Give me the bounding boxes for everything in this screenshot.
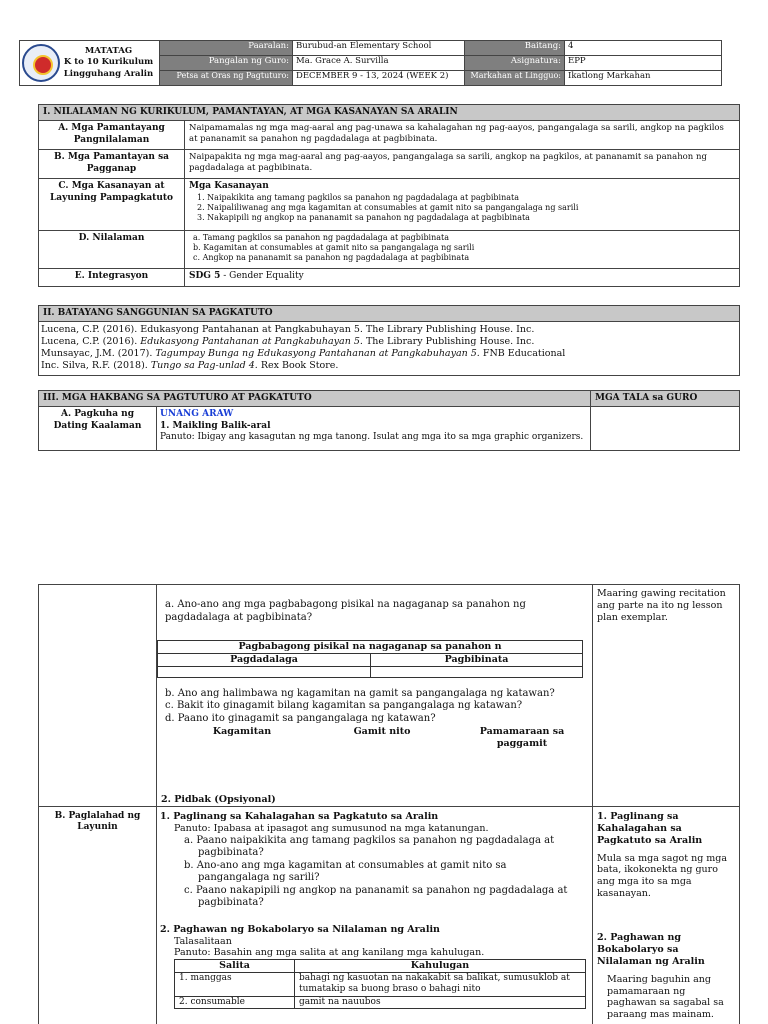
subsection-heading: 1. Paglinang sa Kahalagahan sa Pagkatuto sa Aralin bbox=[160, 810, 439, 822]
subject-label: Asignatura: bbox=[465, 56, 565, 71]
school-label: Paaralan: bbox=[160, 41, 293, 56]
question-b: b. Ano ang halimbawa ng kagamitan na gamit sa pangangalaga ng katawan? bbox=[165, 687, 555, 699]
brand-cell bbox=[20, 41, 160, 86]
row-text: Naipapakita ng mga mag-aaral ang pag-aayos, pangangalaga sa sarili, angkop na pagkilos, at pananamit sa panahon ng pagdadalaga at pagbibinata. bbox=[185, 150, 740, 179]
row-label: D. Nilalaman bbox=[39, 231, 185, 269]
note-heading: 2. Paghawan ng Bokabolaryo sa Nilalaman ng Aralin bbox=[597, 932, 705, 967]
skills-heading: Mga Kasanayan bbox=[189, 181, 269, 192]
feedback-heading: 2. Pidbak (Opsiyonal) bbox=[161, 794, 276, 805]
notes-title: MGA TALA sa GURO bbox=[591, 391, 740, 407]
brand-line: K to 10 Kurikulum bbox=[63, 57, 154, 68]
lesson-header-table bbox=[19, 40, 722, 86]
table-title: Pagbabagong pisikal na nagaganap sa panahon n bbox=[158, 641, 583, 654]
section-references bbox=[38, 305, 740, 376]
row-label: B. Paglalahad ng Layunin bbox=[39, 806, 157, 1024]
question-item: a. Paano naipakikita ang tamang pagkilos sa panahon ng pagdadalaga at pagbibinata? bbox=[184, 834, 555, 859]
teacher-label: Pangalan ng Guro: bbox=[160, 56, 293, 71]
quarter-value: Ikatlong Markahan bbox=[565, 71, 722, 86]
skill-item: 2. Naipaliliwanag ang mga kagamitan at consumables at gamit nito sa pangangalaga ng sarili bbox=[197, 202, 579, 212]
table-row bbox=[175, 996, 586, 1008]
column-label: Pamamaraan sa paggamit bbox=[479, 726, 565, 750]
question-d: d. Paano ito ginagamit sa pangangalaga ng katawan? bbox=[165, 712, 436, 724]
date-label: Petsa at Oras ng Pagtuturo: bbox=[160, 71, 293, 86]
row-label: B. Mga Pamantayan sa Pagganap bbox=[39, 150, 185, 179]
sdg-label: SDG 5 bbox=[189, 271, 221, 282]
teacher-value: Ma. Grace A. Survilla bbox=[293, 56, 465, 71]
grade-label: Baitang: bbox=[465, 41, 565, 56]
subsection-heading: 2. Paghawan ng Bokabolaryo sa Nilalaman ng Aralin bbox=[160, 923, 440, 935]
reference: Inc. Silva, R.F. (2018). Tungo sa Pag-unlad 4. Rex Book Store. bbox=[41, 359, 339, 371]
reference: Munsayac, J.M. (2017). Tagumpay Bunga ng Edukasyong Pantahanan at Pangkabuhayan 5. FNB Educational bbox=[41, 348, 566, 359]
instruction-text: Panuto: Ibigay ang kasagutan ng mga tanong. Isulat ang mga ito sa mga graphic organizers. bbox=[160, 431, 584, 442]
column-label: Gamit nito bbox=[353, 726, 411, 738]
content-item: a. Tamang pagkilos sa panahon ng pagdadalaga at pagbibinata bbox=[193, 233, 450, 243]
note-recitation: Maaring gawing recitation ang parte na ito ng lesson plan exemplar. bbox=[593, 585, 740, 807]
row-label-empty bbox=[39, 585, 157, 807]
skill-item: 3. Nakapipili ng angkop na pananamit sa panahon ng pagdadalaga at pagbibinata bbox=[197, 212, 530, 222]
instruction-text: Panuto: Basahin ang mga salita at ang kanilang mga kahulugan. bbox=[174, 947, 485, 959]
row-label: A. Mga Pamantayang Pangnilalaman bbox=[39, 121, 185, 150]
quarter-label: Markahan at Lingguo: bbox=[465, 71, 565, 86]
procedures-continued bbox=[38, 584, 740, 1024]
note-text: Mula sa mga sagot ng mga bata, ikokonekta ng guro ang mga ito sa mga kasanayan. bbox=[597, 852, 728, 900]
day-label: UNANG ARAW bbox=[160, 409, 234, 420]
reference: Lucena, C.P. (2016). Edukasyong Pantahanan at Pangkabuhayan 5. The Library Publishing House. Inc. bbox=[41, 336, 535, 348]
school-value: Burubud-an Elementary School bbox=[293, 41, 465, 56]
vocab-label: Talasalitaan bbox=[174, 935, 232, 947]
brand-line: MATATAG bbox=[84, 46, 133, 57]
vocab-word: 2. consumable bbox=[175, 996, 295, 1008]
section-title: I. NILALAMAN NG KURIKULUM, PAMANTAYAN, AT MGA KASANAYAN SA ARALIN bbox=[39, 105, 740, 121]
row-text: Naipamamalas ng mga mag-aaral ang pag-unawa sa kahalagahan ng pag-aayos, pangangalaga sa sarili, angkop na pagkilos at pananamit sa panahon ng pagdadalaga at pagbibinata. bbox=[185, 121, 740, 150]
question-item: b. Ano-ano ang mga kagamitan at consumables at gamit nito sa pangangalaga ng sarili? bbox=[184, 859, 507, 884]
subject-value: EPP bbox=[565, 56, 722, 71]
question-a: a. Ano-ano ang mga pagbabagong pisikal na nagaganap sa panahon ng pagdadalaga at pagbibinata? bbox=[165, 599, 526, 623]
section-title: III. MGA HAKBANG SA PAGTUTURO AT PAGKATUTO bbox=[39, 391, 591, 407]
row-label: C. Mga Kasanayan at Layuning Pampagkatuto bbox=[39, 179, 185, 231]
physical-changes-table bbox=[157, 640, 583, 678]
row-label: A. Pagkuha ng Dating Kaalaman bbox=[39, 407, 157, 451]
sdg-text: - Gender Equality bbox=[220, 271, 304, 282]
question-c: c. Bakit ito ginagamit bilang kagamitan sa pangangalaga ng katawan? bbox=[165, 700, 523, 712]
vocab-meaning: bahagi ng kasuotan na nakakabit sa balikat, sumusuklob at tumatakip sa buong braso o bahagi nito bbox=[295, 973, 586, 997]
notes-cell bbox=[591, 407, 740, 451]
table-header: Pagbibinata bbox=[371, 653, 583, 666]
vocabulary-table bbox=[174, 959, 586, 1009]
table-header: Kahulugan bbox=[295, 960, 586, 973]
section-procedures bbox=[38, 390, 740, 451]
row-label: E. Integrasyon bbox=[39, 269, 185, 287]
content-item: c. Angkop na pananamit sa panahon ng pagdadalaga at pagbibinata bbox=[193, 253, 470, 263]
reference: Lucena, C.P. (2016). Edukasyong Pantahanan at Pangkabuhayan 5. The Library Publishing House. Inc. bbox=[41, 324, 535, 336]
content-item: b. Kagamitan at consumables at gamit nito sa pangangalaga ng sarili bbox=[193, 243, 475, 253]
table-header: Pagdadalaga bbox=[158, 653, 371, 666]
skill-item: 1. Naipakikita ang tamang pagkilos sa panahon ng pagdadalaga at pagbibinata bbox=[197, 192, 519, 202]
question-item: c. Paano nakapipili ng angkop na pananamit sa panahon ng pagdadalaga at pagbibinata? bbox=[184, 884, 568, 909]
section-title: II. BATAYANG SANGGUNIAN SA PAGKATUTO bbox=[39, 306, 740, 322]
date-value: DECEMBER 9 - 13, 2024 (WEEK 2) bbox=[293, 71, 465, 86]
vocab-meaning: gamit na nauubos bbox=[295, 996, 586, 1008]
vocab-word: 1. manggas bbox=[175, 973, 295, 997]
brand-line: Lingguhang Aralin bbox=[63, 68, 154, 79]
review-heading: 1. Maikling Balik-aral bbox=[160, 420, 271, 431]
deped-seal-icon bbox=[22, 44, 60, 82]
table-header: Salita bbox=[175, 960, 295, 973]
note-heading: 1. Paglinang sa Kahalagahan sa Pagkatuto sa Aralin bbox=[597, 810, 703, 846]
table-row bbox=[175, 973, 586, 997]
grade-value: 4 bbox=[565, 41, 722, 56]
column-label: Kagamitan bbox=[212, 726, 272, 738]
instruction-text: Panuto: Ipabasa at ipasagot ang sumusunod na mga katanungan. bbox=[174, 822, 489, 834]
section-curriculum bbox=[38, 104, 740, 287]
note-text: Maaring baguhin ang pamamaraan ng paghawan sa sagabal sa paraang mas mainam. bbox=[607, 973, 724, 1021]
